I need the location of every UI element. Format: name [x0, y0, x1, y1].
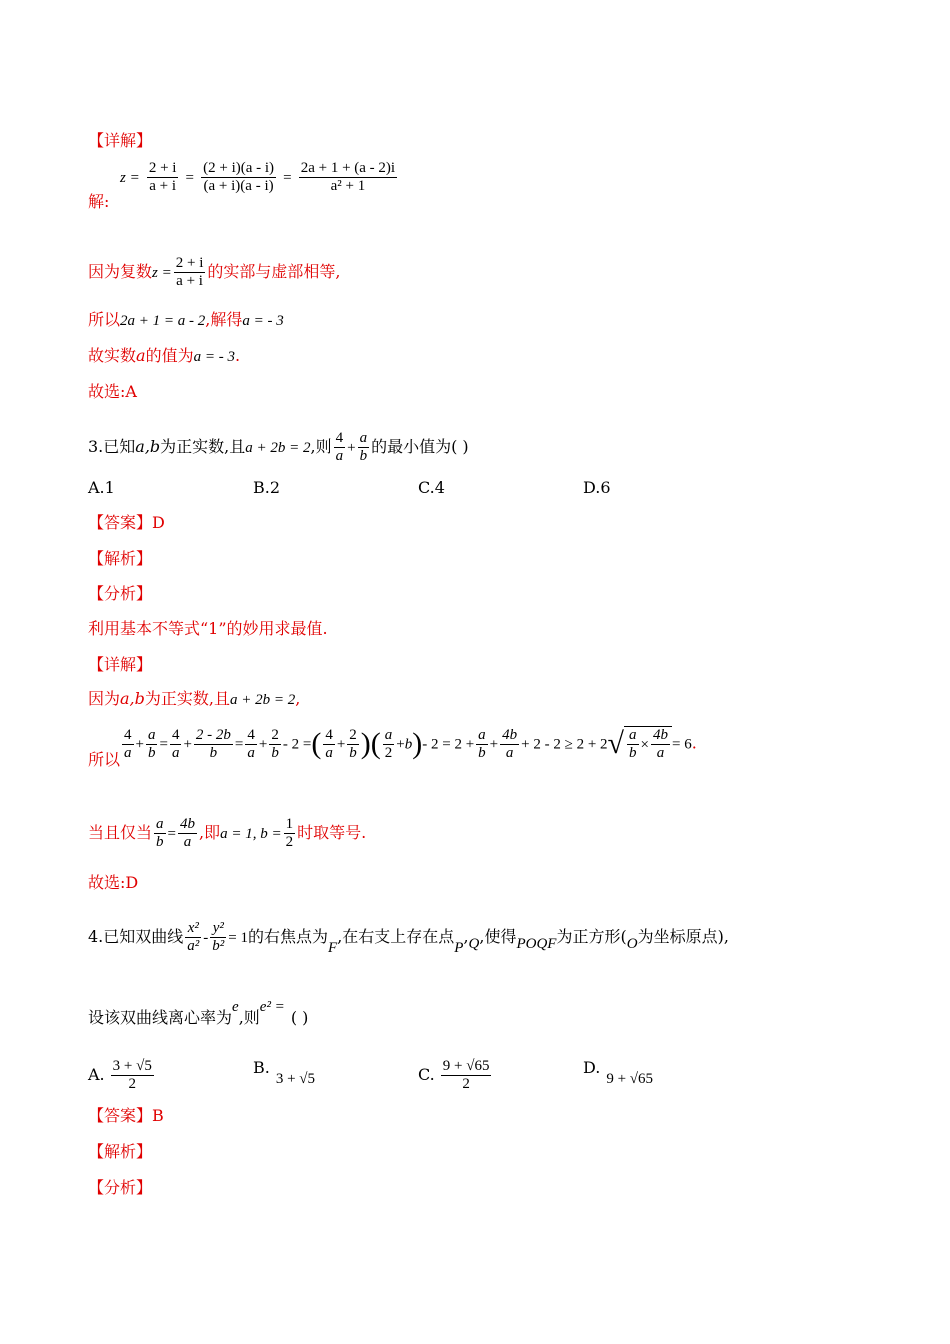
q3-fenxi-text: 利用基本不等式“1”的妙用求最值.: [88, 619, 328, 638]
q3-option-c: C.4: [418, 478, 445, 497]
because-complex-line: [88, 255, 340, 290]
q3-when-line: 当且仅当 $\frac{a}{b}$ = $\frac{4b}{a}$ ,即a = 1, b = $\frac{1}{2}$ 时取等号.: [88, 816, 367, 850]
eq-2a1: 2a + 1 = a - 2: [120, 313, 206, 329]
fraction-z: $\frac{2 + i}{a + i}$: [175, 255, 204, 289]
q3-answer: 【答案】D: [88, 513, 165, 532]
q3-option-d: D.6: [583, 478, 611, 497]
q3-because-eq: a + 2b = 2: [229, 692, 296, 708]
so-line: 所以2a + 1 = a - 2,解得a = - 3: [88, 310, 284, 329]
because-text: 因为复数: [88, 262, 153, 281]
q4-analysis: 【解析】: [88, 1142, 153, 1161]
q3-so-prefix: 所以: [88, 750, 121, 769]
q3-fenxi: 【分析】: [88, 584, 153, 603]
detail-header: 【详解】: [88, 131, 153, 150]
q4-option-b: B.3 + √5: [253, 1058, 316, 1087]
q3-main-inequality: $\frac{4}{a}$ + $\frac{a}{b}$ = $\frac{4}{a}$ + $\frac{2 - 2b}{b}$ = $\frac{4}{a}$ + $\frac{2}{b}$ - 2 =( $\frac{4}{a}$ + $\frac{2}{b}$ )( $\frac{a}{2}$ +b)- 2 = 2 + $\frac{a}{b}$ + $\frac{4b}{a}$ + 2 - 2 ≥ 2 + 2√ $\frac{a}{b}$ × $\frac{4b}{a}$ = 6.: [124, 726, 697, 761]
q3-frac-4a: $\frac{4}{a}$: [335, 430, 344, 464]
q3-frac-ab: $\frac{a}{b}$: [359, 430, 368, 464]
q3-option-a: A.1: [88, 478, 115, 497]
fraction-2: $\frac{(2 + i)(a - i)}{(a + i)(a - i)}$: [203, 160, 275, 194]
a-result: a = - 3: [242, 313, 284, 329]
z-label: z =: [152, 265, 172, 281]
choose-a: 故选:A: [88, 382, 137, 401]
fraction-1: $\frac{2 + i}{a + i}$: [148, 160, 177, 194]
a-value: a = - 3: [193, 349, 235, 365]
q3-constraint: a + 2b = 2: [245, 440, 311, 456]
q4-line2: 设该双曲线离心率为e,则e² =( ): [88, 999, 309, 1027]
solve-prefix: 解:: [88, 192, 110, 211]
q3-because: 因为a,b为正实数,且a + 2b = 2,: [88, 689, 301, 708]
z-eq: z =: [120, 170, 140, 186]
q3-analysis: 【解析】: [88, 549, 153, 568]
q4-option-d: D.9 + √65: [583, 1058, 654, 1087]
q3-choose: 故选:D: [88, 873, 139, 892]
q4-stem: 4.已知双曲线 $\frac{\text{x²}}{\text{a²}}$ - $\frac{\text{y²}}{\text{b²}}$ = 1的右焦点为F,在右支上存在点P,Q,使得POQF为正方形(O为坐标原点),: [88, 920, 729, 956]
q3-option-b: B.2: [253, 478, 281, 497]
fraction-3: $\frac{2a + 1 + (a - 2)i}{\text{a² + 1}}$: [300, 160, 396, 194]
q4-option-a: A. $\frac{3 + √5}{2}$: [88, 1058, 152, 1092]
z-equation: z = $\frac{2 + i}{a + i}$ = $\frac{(2 + i)(a - i)}{(a + i)(a - i)}$ = $\frac{2a + 1 + (a - 2)i}{\text{a² + 1}}$: [120, 160, 396, 194]
real-imag-text: 的实部与虚部相等,: [207, 262, 341, 281]
q4-option-c: C. $\frac{9 + √65}{2}$: [418, 1058, 490, 1092]
real-number-line: 故实数a的值为a = - 3.: [88, 346, 241, 365]
q3-detail: 【详解】: [88, 655, 153, 674]
focus-F: F: [328, 940, 338, 956]
q3-stem: 3.已知a,b为正实数,且a + 2b = 2,则 $\frac{4}{a}$ + $\frac{a}{b}$ 的最小值为( ): [88, 430, 469, 464]
q4-fenxi: 【分析】: [88, 1178, 153, 1197]
q4-answer: 【答案】B: [88, 1106, 164, 1125]
